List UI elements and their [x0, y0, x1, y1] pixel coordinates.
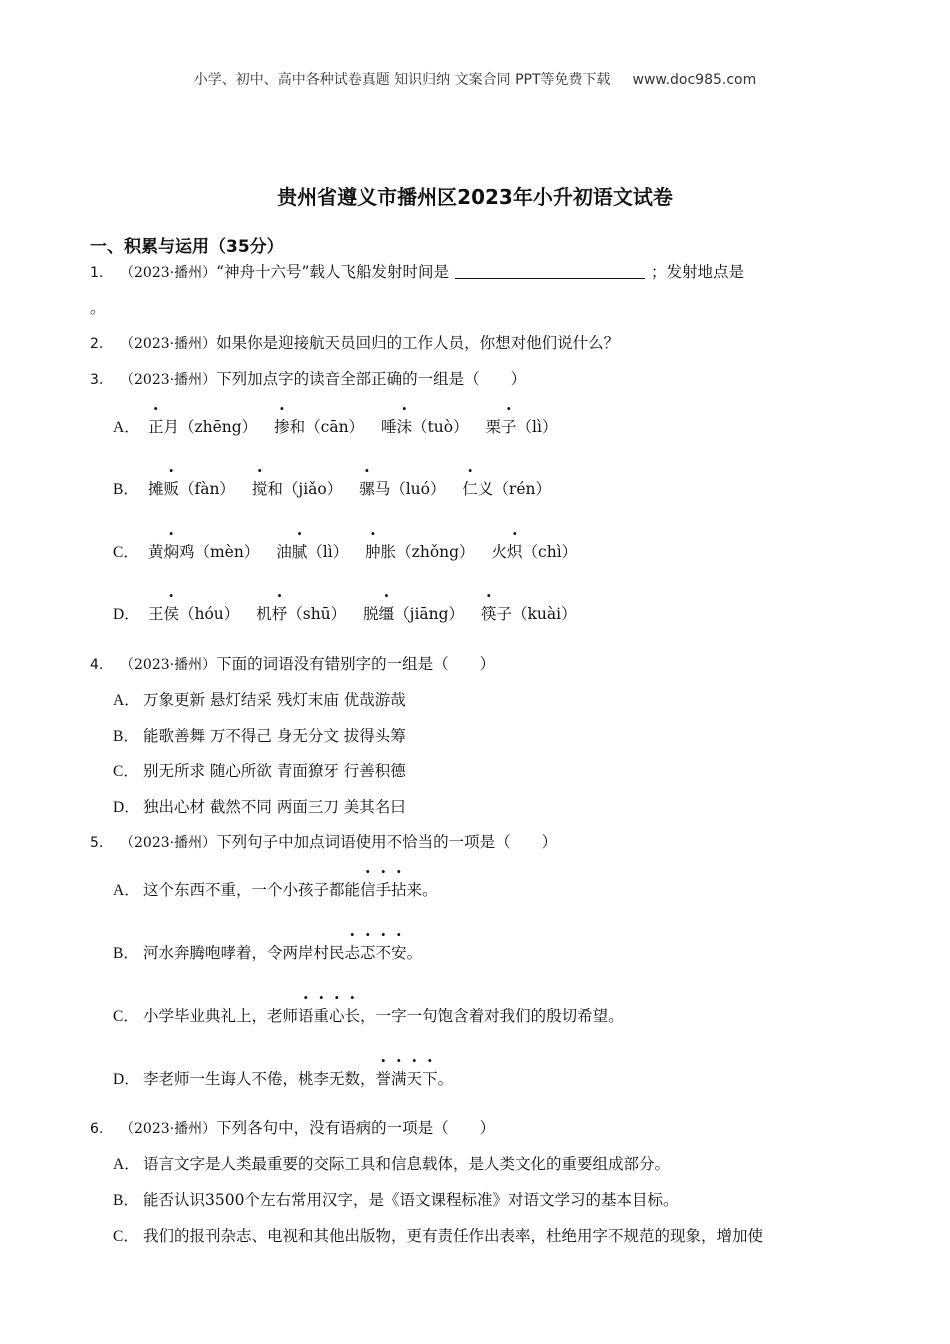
option-5b[interactable]: [113, 941, 422, 963]
dotted-char: 侯: [163, 605, 179, 623]
word-text: （lì）: [516, 418, 558, 436]
option-letter: C．: [113, 1008, 139, 1025]
dotted-char: 搅: [251, 480, 268, 498]
dotted-char: 誉: [375, 1070, 392, 1088]
option-letter: D．: [113, 1071, 140, 1088]
option-letter: A．: [113, 1156, 140, 1173]
option-letter: B．: [113, 481, 139, 498]
exam-title: 贵州省遵义市播州区2023年小升初语文试卷: [277, 185, 673, 209]
option-letter: B．: [113, 945, 139, 962]
dotted-char: 天: [406, 1070, 423, 1088]
option-text: 。: [406, 944, 423, 962]
question-text: 下列各句中，没有语病的一项是（ ）: [216, 1119, 496, 1137]
section-heading-1: 一、积累与运用（35分）: [90, 237, 284, 257]
option-text: 别无所求 随心所欲 青面獠牙 行善积德: [143, 762, 406, 780]
dotted-char: 语: [298, 1007, 314, 1025]
question-number: 1.: [90, 265, 104, 281]
option-5c[interactable]: [113, 1004, 624, 1026]
word-text: 马（luó）: [374, 480, 446, 498]
option-6c[interactable]: [113, 1224, 763, 1246]
dotted-char: 骡: [359, 480, 375, 498]
page-header: [0, 69, 950, 89]
dotted-char: 不: [375, 944, 392, 962]
word-text: 子（kuài）: [496, 605, 577, 623]
question-3: [90, 367, 526, 389]
dotted-char: 忑: [360, 944, 376, 962]
question-1-tail: 。: [90, 299, 106, 317]
question-source: （2023·播州）: [120, 1121, 217, 1137]
dotted-char: 贩: [163, 480, 179, 498]
option-3a[interactable]: [113, 415, 569, 437]
word-text: （lì）: [307, 543, 349, 561]
dotted-char: 炽: [507, 543, 523, 561]
dotted-char: 正: [147, 418, 164, 436]
option-text: 。: [437, 1070, 454, 1088]
option-4d[interactable]: [113, 795, 406, 817]
word-text: （fàn）: [178, 480, 235, 498]
option-text: 这个东西不重，一个小孩子都能: [143, 881, 361, 899]
word-text: （tuò）: [412, 418, 469, 436]
dotted-char: 手: [375, 881, 392, 899]
word-text: 月（zhēng）: [163, 418, 258, 436]
dotted-char: 安: [391, 944, 407, 962]
word-text: 义（rén）: [477, 480, 551, 498]
option-letter: D．: [113, 606, 140, 623]
dotted-char: 腻: [291, 543, 308, 561]
question-text: 下列加点字的读音全部正确的一组是（ ）: [216, 370, 527, 388]
option-4b[interactable]: [113, 724, 406, 746]
question-1-continued: [90, 296, 106, 318]
option-text: 万象更新 悬灯结采 残灯末庙 优哉游哉: [143, 691, 406, 709]
dotted-char: 子: [501, 418, 517, 436]
word-text: 火: [491, 543, 508, 561]
option-3d[interactable]: [113, 602, 589, 624]
option-text: 能否认识3500个左右常用汉字，是《语文课程标准》对语文学习的基本目标。: [143, 1191, 679, 1209]
question-number: 6.: [90, 1121, 104, 1137]
word-text: 摊: [147, 480, 164, 498]
question-5: [90, 830, 557, 852]
word-text: （jiāng）: [394, 605, 465, 623]
question-text: 下列句子中加点词语使用不恰当的一项是（ ）: [216, 833, 558, 851]
option-3b[interactable]: [113, 477, 563, 499]
dotted-char: 杼: [271, 605, 288, 623]
option-5d[interactable]: [113, 1067, 453, 1089]
dotted-char: 重: [313, 1007, 330, 1025]
option-text: 我们的报刊杂志、电视和其他出版物，更有责任作出表率，杜绝用字不规范的现象，增加使: [143, 1227, 764, 1245]
question-text: 下面的词语没有错别字的一组是（ ）: [216, 655, 496, 673]
option-letter: B．: [113, 1192, 139, 1209]
option-4c[interactable]: [113, 759, 406, 781]
dotted-char: 焖: [163, 543, 179, 561]
word-text: 和（jiǎo）: [267, 480, 343, 498]
option-letter: B．: [113, 728, 139, 745]
word-text: 胀（zhǒng）: [380, 543, 475, 561]
answer-blank[interactable]: [455, 264, 645, 279]
question-source: （2023·播州）: [120, 265, 217, 281]
option-letter: A．: [113, 692, 140, 709]
word-text: 栗: [485, 418, 502, 436]
question-source: （2023·播州）: [120, 336, 217, 352]
option-3c[interactable]: [113, 540, 589, 562]
word-text: 鸡（mèn）: [178, 543, 260, 561]
option-letter: A．: [113, 882, 140, 899]
word-text: 脱: [363, 605, 379, 623]
dotted-char: 缰: [378, 605, 395, 623]
word-text: 黄: [147, 543, 164, 561]
option-text: 能歌善舞 万不得己 身无分文 拔得头筹: [143, 727, 406, 745]
option-text: 河水奔腾咆哮着，令两岸村民: [143, 944, 345, 962]
question-1: [90, 260, 744, 282]
word-text: 和（cān）: [289, 418, 365, 436]
question-source: （2023·播州）: [120, 372, 217, 388]
question-text: “神舟十六号”载人飞船发射时间是: [216, 263, 449, 281]
option-text: 小学毕业典礼上，老师: [143, 1007, 299, 1025]
question-number: 2.: [90, 336, 104, 352]
option-4a[interactable]: [113, 688, 406, 710]
option-letter: C．: [113, 763, 139, 780]
option-letter: D．: [113, 799, 140, 816]
question-source: （2023·播州）: [120, 835, 217, 851]
option-5a[interactable]: [113, 878, 438, 900]
dotted-char: 心: [329, 1007, 345, 1025]
question-number: 5.: [90, 835, 104, 851]
dotted-char: 忐: [344, 944, 361, 962]
question-6: [90, 1116, 495, 1138]
question-source: （2023·播州）: [120, 657, 217, 673]
dotted-char: 仁: [462, 480, 478, 498]
word-text: 机: [256, 605, 272, 623]
dotted-char: 信: [360, 881, 376, 899]
option-text: 。: [422, 881, 438, 899]
dotted-char: 沫: [396, 418, 413, 436]
option-text: 李老师一生诲人不倦，桃李无数，: [143, 1070, 376, 1088]
word-text: 唾: [380, 418, 397, 436]
option-text: ，一字一句饱含着对我们的殷切希望。: [360, 1007, 624, 1025]
dotted-char: 下: [422, 1070, 438, 1088]
word-text: 油: [276, 543, 292, 561]
header-url[interactable]: www.doc985.com: [632, 72, 757, 88]
dotted-char: 掺: [274, 418, 290, 436]
word-text: （shū）: [287, 605, 347, 623]
dotted-char: 来: [406, 881, 423, 899]
question-text: 如果你是迎接航天员回归的工作人员，你想对他们说什么？: [216, 334, 620, 352]
question-text: ；发射地点是: [650, 263, 744, 281]
dotted-char: 肿: [365, 543, 381, 561]
question-2: [90, 331, 619, 353]
option-letter: C．: [113, 1228, 139, 1245]
dotted-char: 长: [344, 1007, 361, 1025]
question-4: [90, 652, 495, 674]
word-text: （chì）: [522, 543, 578, 561]
dotted-char: 满: [391, 1070, 407, 1088]
option-6b[interactable]: [113, 1188, 678, 1210]
option-letter: C．: [113, 544, 139, 561]
option-text: 语言文字是人类最重要的交际工具和信息载体，是人类文化的重要组成部分。: [143, 1155, 671, 1173]
header-text: 小学、初中、高中各种试卷真题 知识归纳 文案合同 PPT等免费下载: [193, 72, 611, 88]
option-text: 独出心材 截然不同 两面三刀 美其名曰: [143, 798, 406, 816]
option-letter: A．: [113, 419, 140, 436]
option-6a[interactable]: [113, 1152, 670, 1174]
question-number: 3.: [90, 372, 104, 388]
word-text: 王: [147, 605, 164, 623]
word-text: （hóu）: [178, 605, 240, 623]
question-number: 4.: [90, 657, 104, 673]
dotted-char: 拈: [391, 881, 407, 899]
dotted-char: 筷: [481, 605, 497, 623]
